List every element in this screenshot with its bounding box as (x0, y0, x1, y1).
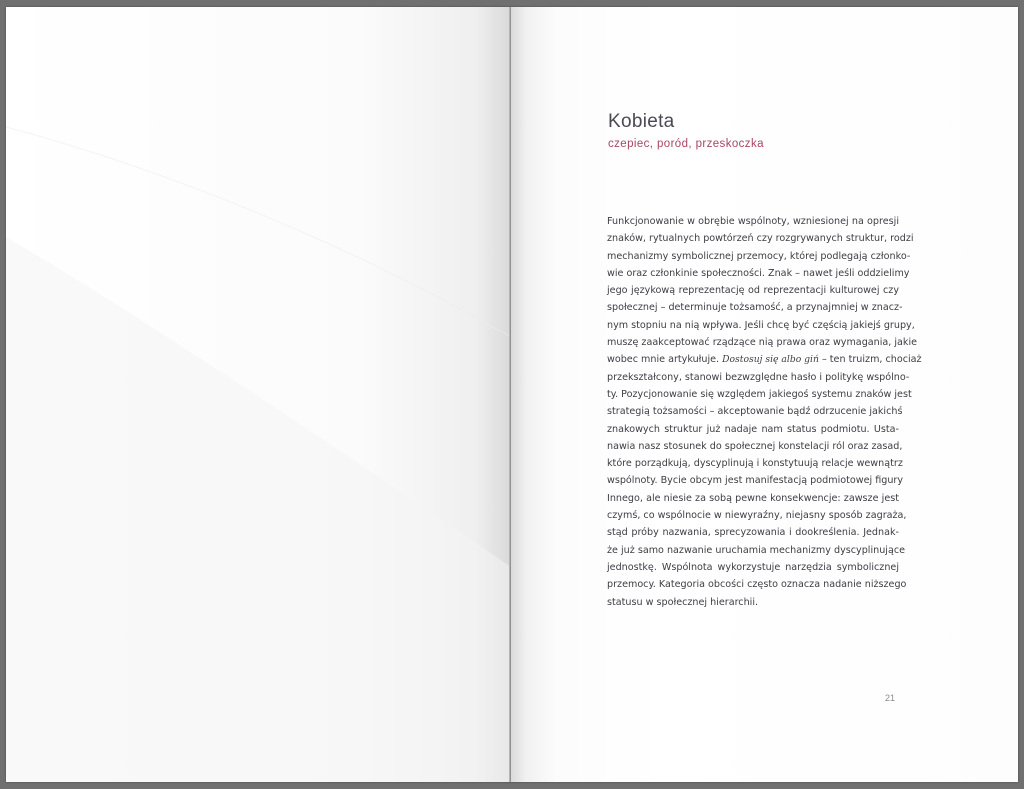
body-line: przekształcony, stanowi bezwzględne hasło i politykę wspólno- (607, 371, 910, 383)
body-line-with-italic (607, 351, 922, 368)
right-page (511, 7, 1018, 782)
chapter-subtitle: czepiec, poród, przeskoczka (608, 138, 764, 150)
left-page (6, 7, 511, 782)
body-line: strategią tożsamości – akceptowanie bądź odrzucenie jakichś (607, 406, 903, 418)
body-line: znaków, rytualnych powtórzeń czy rozgrywanych struktur, rodzi (607, 233, 914, 245)
body-line: czymś, co wspólnocie w niewyraźny, niejasny sposób zagraża, (607, 510, 907, 522)
body-line: wspólnoty. Bycie obcym jest manifestacją podmiotowej figury (607, 475, 904, 487)
body-line: nym stopniu na nią wpływa. Jeśli chcę być częścią jakiejś grupy, (607, 319, 915, 331)
body-text-segment: – ten truizm, chociaż (818, 354, 922, 366)
body-line: muszę zaakceptować rządzące nią prawa oraz wymagania, jakie (607, 337, 918, 349)
body-line: ty. Pozycjonowanie się względem jakiegoś systemu znaków jest (607, 388, 912, 400)
body-line-last: statusu w społecznej hierarchii. (607, 596, 759, 608)
body-line: społecznej – determinuje tożsamość, a przynajmniej w znacz- (607, 302, 903, 314)
body-line: mechanizmy symbolicznej przemocy, której podlegają członko- (607, 250, 911, 262)
body-text-segment: wobec mnie artykułuje. (607, 354, 723, 366)
chapter-title: Kobieta (608, 111, 675, 132)
body-line: przemocy. Kategoria obcości często oznacza nadanie niższego (607, 579, 907, 591)
body-line: stąd próby nazwania, sprecyzowania i dookreślenia. Jednak- (607, 527, 899, 539)
body-line: Funkcjonowanie w obrębie wspólnoty, wzniesionej na opresji (607, 216, 899, 227)
body-line: jednostkę. Wspólnota wykorzystuje narzędzia symbolicznej (607, 561, 899, 573)
body-line: Innego, ale niesie za sobą pewne konsekwencje: zawsze jest (607, 492, 899, 504)
body-line: jego językową reprezentację od reprezentacji kulturowej czy (607, 285, 899, 297)
page-number: 21 (885, 693, 896, 703)
italic-phrase: Dostosuj się albo giń (722, 354, 819, 366)
body-line: znakowych struktur już nadaje nam status podmiotu. Usta- (607, 423, 899, 435)
body-line: że już samo nazwanie uruchamia mechanizmy dyscyplinujące (607, 544, 906, 556)
body-paragraph (607, 213, 922, 611)
page-curl-shading (6, 7, 511, 782)
body-line: które porządkują, dyscyplinują i konstytuują relacje wewnątrz (607, 458, 903, 470)
body-line: wie oraz członkinie społeczności. Znak – nawet jeśli oddzielimy (607, 267, 910, 279)
body-line: nawia nasz stosunek do społecznej konstelacji ról oraz zasad, (607, 440, 903, 452)
